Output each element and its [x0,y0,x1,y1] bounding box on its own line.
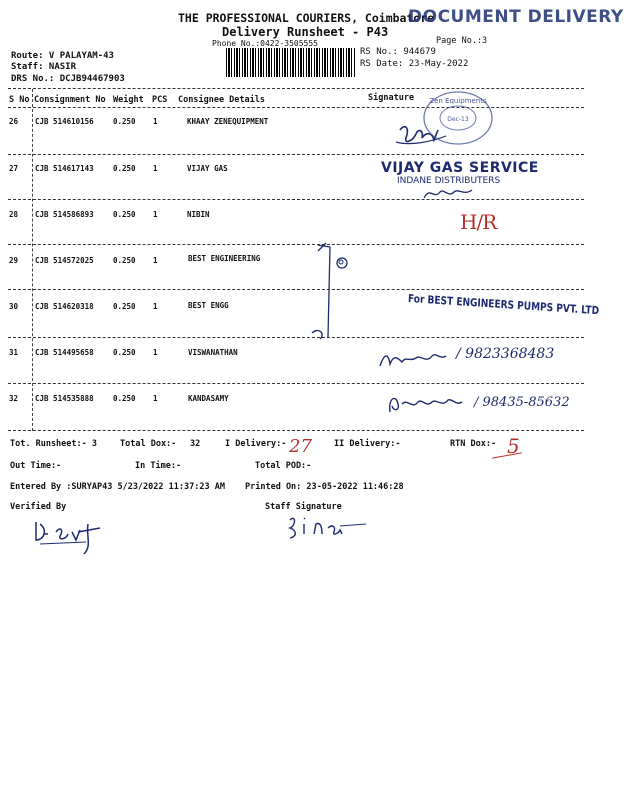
row-consignment: CJB 514495658 [35,348,94,357]
rtn-dox-value: 5 [507,434,520,458]
total-dox-label: Total Dox:- [120,439,177,449]
row-pcs: 1 [153,302,158,311]
verified-by-label: Verified By [10,502,67,512]
printed-on: Printed On: 23-05-2022 11:46:28 [245,482,404,492]
handwritten-hr: H/R [460,210,497,234]
row-consignment: CJB 514572025 [35,256,94,265]
row-consignment: CJB 514610156 [35,117,94,126]
signature-row-29-30 [306,237,358,343]
row-consignment: CJB 514586893 [35,210,94,219]
zen-stamp-date: Dec-13 [447,116,469,123]
col-sno: S No [9,95,30,105]
divider [8,199,584,200]
row-pcs: 1 [153,256,158,265]
row-consignee: NIBIN [187,210,210,219]
row-consignee: BEST ENGINEERING [188,254,261,263]
row-weight: 0.250 [113,348,136,357]
staff-signature [282,510,372,540]
col-pcs: PCS [152,95,168,105]
signature-row-27 [420,184,480,202]
total-pod: Total POD:- [255,461,312,471]
vijay-gas-stamp-line1: VIJAY GAS SERVICE [381,160,539,176]
row-weight: 0.250 [113,394,136,403]
handwritten-phone-row-31: / 9823368483 [456,346,555,362]
row-sno: 28 [9,210,19,219]
handwritten-phone-row-32: / 98435-85632 [474,395,570,410]
row-pcs: 1 [153,164,158,173]
row-consignee: KHAAY ZENEQUIPMENT [187,117,269,126]
row-weight: 0.250 [113,256,136,265]
divider [8,244,584,245]
barcode [226,48,356,77]
col-signature: Signature [368,93,415,103]
phone-row-31: 9823368483 [465,346,555,362]
divider [8,289,584,290]
row-sno: 31 [9,348,19,357]
row-sno: 29 [9,256,19,265]
row-weight: 0.250 [113,210,136,219]
phone-number: Phone No.:0422-3505555 [212,39,318,48]
row-sno: 26 [9,117,19,126]
row-sno: 32 [9,394,19,403]
column-rule [32,89,33,431]
vijay-gas-stamp-line2: INDANE DISTRIBUTERS [397,176,501,186]
total-dox-value: 32 [190,439,201,449]
page-number: Page No.:3 [436,36,488,46]
row-consignee: VIJAY GAS [187,164,228,173]
row-consignee: BEST ENGG [188,301,229,310]
row-weight: 0.250 [113,302,136,311]
col-consignment: Consignment No [34,95,106,105]
row-pcs: 1 [153,117,158,126]
signature-row-32 [384,388,474,418]
staff-signature-label: Staff Signature [265,502,342,512]
phone-row-32: 98435-85632 [482,395,570,410]
row-sno: 27 [9,164,19,173]
i-delivery-value: 27 [289,436,312,457]
verified-by-signature [30,510,130,560]
row-pcs: 1 [153,210,158,219]
divider [8,337,584,338]
rs-number: RS No.: 944679 [360,47,436,57]
row-weight: 0.250 [113,164,136,173]
signature-row-31 [376,344,456,374]
runsheet-title: Delivery Runsheet - P43 [222,25,389,39]
tot-runsheet: Tot. Runsheet:- 3 [10,439,97,449]
row-consignment: CJB 514620318 [35,302,94,311]
zen-stamp-text: Zen Equipments [429,97,487,105]
row-pcs: 1 [153,394,158,403]
i-delivery-label: I Delivery:- [225,439,287,449]
divider [8,430,584,431]
company-name: THE PROFESSIONAL COURIERS, Coimbatore [178,11,435,25]
rs-date: RS Date: 23-May-2022 [360,59,469,69]
row-weight: 0.250 [113,117,136,126]
rtn-dox-label: RTN Dox:- [450,439,497,449]
drs-number: DRS No.: DCJB94467903 [11,74,125,84]
row-sno: 30 [9,302,19,311]
row-consignment: CJB 514535888 [35,394,94,403]
route: Route: V PALAYAM-43 [11,51,114,61]
divider [8,383,584,384]
in-time: In Time:- [135,461,182,471]
row-consignee: KANDASAMY [188,394,229,403]
col-weight: Weight [113,95,144,105]
document-delivery-stamp: DOCUMENT DELIVERY [408,7,624,27]
col-consignee: Consignee Details [178,95,265,105]
out-time: Out Time:- [10,461,62,471]
row-consignment: CJB 514617143 [35,164,94,173]
entered-by: Entered By :SURYAP43 5/23/2022 11:37:23 AM [10,482,225,492]
ii-delivery-label: II Delivery:- [334,439,401,449]
staff: Staff: NASIR [11,62,77,72]
row-consignee: VISWANATHAN [188,348,238,357]
row-pcs: 1 [153,348,158,357]
best-engineers-stamp: For BEST ENGINEERS PUMPS PVT. LTD [407,292,600,318]
zen-equipments-stamp [418,88,502,148]
